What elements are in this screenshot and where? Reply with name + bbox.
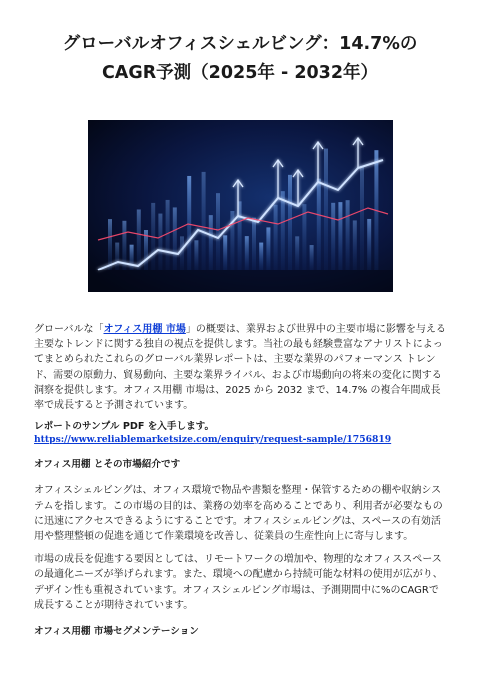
decorative-bar [187, 176, 191, 270]
intro-paragraph: グローバルな「オフィス用棚 市場」の概要は、業界および世界中の主要市場に影響を与える主要なトレンドに関する独自の視点を提供します。当社の最も経験豊富なアナリストによってまとめられたこれらのグローバル業界レポートは、主要な業界のパフォーマンス トレンド、需要の原動力、貿易動向、主要な業界ライバル、および市場動向の将来の変化に関する洞察を提供します。オフィス用棚 市場は、2025 から 2032 まで、14.7% の複合年間成長率で成長すると予測されています。 [34, 324, 446, 412]
decorative-bar [245, 236, 249, 270]
decorative-bar [216, 193, 220, 270]
decorative-bar [130, 245, 134, 270]
decorative-bar [202, 172, 206, 270]
decorative-bar [223, 235, 227, 270]
decorative-bar [338, 202, 342, 270]
section-heading-intro: オフィス用棚 とその市場紹介です [34, 459, 181, 471]
decorative-bar [367, 219, 371, 270]
sample-label: レポートのサンプル PDF を入手します。 [34, 421, 215, 433]
decorative-bar [288, 175, 292, 270]
decorative-bar [108, 219, 112, 270]
market-link[interactable]: オフィス用棚 市場 [103, 324, 186, 335]
sample-request [34, 421, 448, 446]
decorative-bar [158, 214, 162, 270]
sample-url-link[interactable]: https://www.reliablemarketsize.com/enquiry/request-sample/1756819 [34, 433, 392, 445]
title-line-2: CAGR予測（2025年 - 2032年） [101, 63, 379, 83]
decorative-bar [194, 240, 198, 270]
section-heading-segmentation: オフィス用棚 市場セグメンテーション [34, 626, 199, 638]
decorative-bar [137, 209, 141, 270]
decorative-bar [115, 243, 119, 270]
decorative-bar [331, 203, 335, 270]
article-body [34, 322, 448, 650]
document-title [20, 30, 460, 88]
decorative-bar [173, 207, 177, 270]
decorative-bar [346, 200, 350, 270]
decorative-bar [324, 149, 328, 270]
decorative-bar [281, 191, 285, 270]
decorative-bar [310, 245, 314, 270]
decorative-bar [353, 220, 357, 270]
section-paragraph-2: 市場の成長を促進する要因としては、リモートワークの増加や、物理的なオフィススペースの最適化ニーズが挙げられます。また、環境への配慮から持続可能な材料の使用が広がり、デザイン性も重視されています。オフィスシェルビング市場は、予測期間中に%のCAGRで成長することが期待されています。 [34, 554, 443, 611]
decorative-bar [259, 243, 263, 270]
title-line-1: グローバルオフィスシェルビング：14.7%の [62, 34, 418, 54]
decorative-bar [180, 236, 184, 270]
decorative-bar [317, 179, 321, 270]
stock-market-growth-chart-image [88, 120, 393, 292]
section-paragraph-1: オフィスシェルビングは、オフィス環境で物品や書類を整理・保管するための棚や収納システムを指します。この市場の目的は、業務の効率を高めることであり、利用者が必要なものに迅速にアクセスできるようにすることです。オフィスシェルビングは、スペースの有効活用や整理整頓の促進を通じて作業環境を改善し、従業員の生産性向上に寄与します。 [34, 485, 443, 543]
decorative-bar [266, 227, 270, 270]
decorative-bar [295, 236, 299, 270]
decorative-bar [166, 200, 170, 270]
decorative-bar [252, 218, 256, 270]
decorative-bar [360, 166, 364, 270]
decorative-bar [209, 215, 213, 270]
decorative-bar [274, 205, 278, 270]
